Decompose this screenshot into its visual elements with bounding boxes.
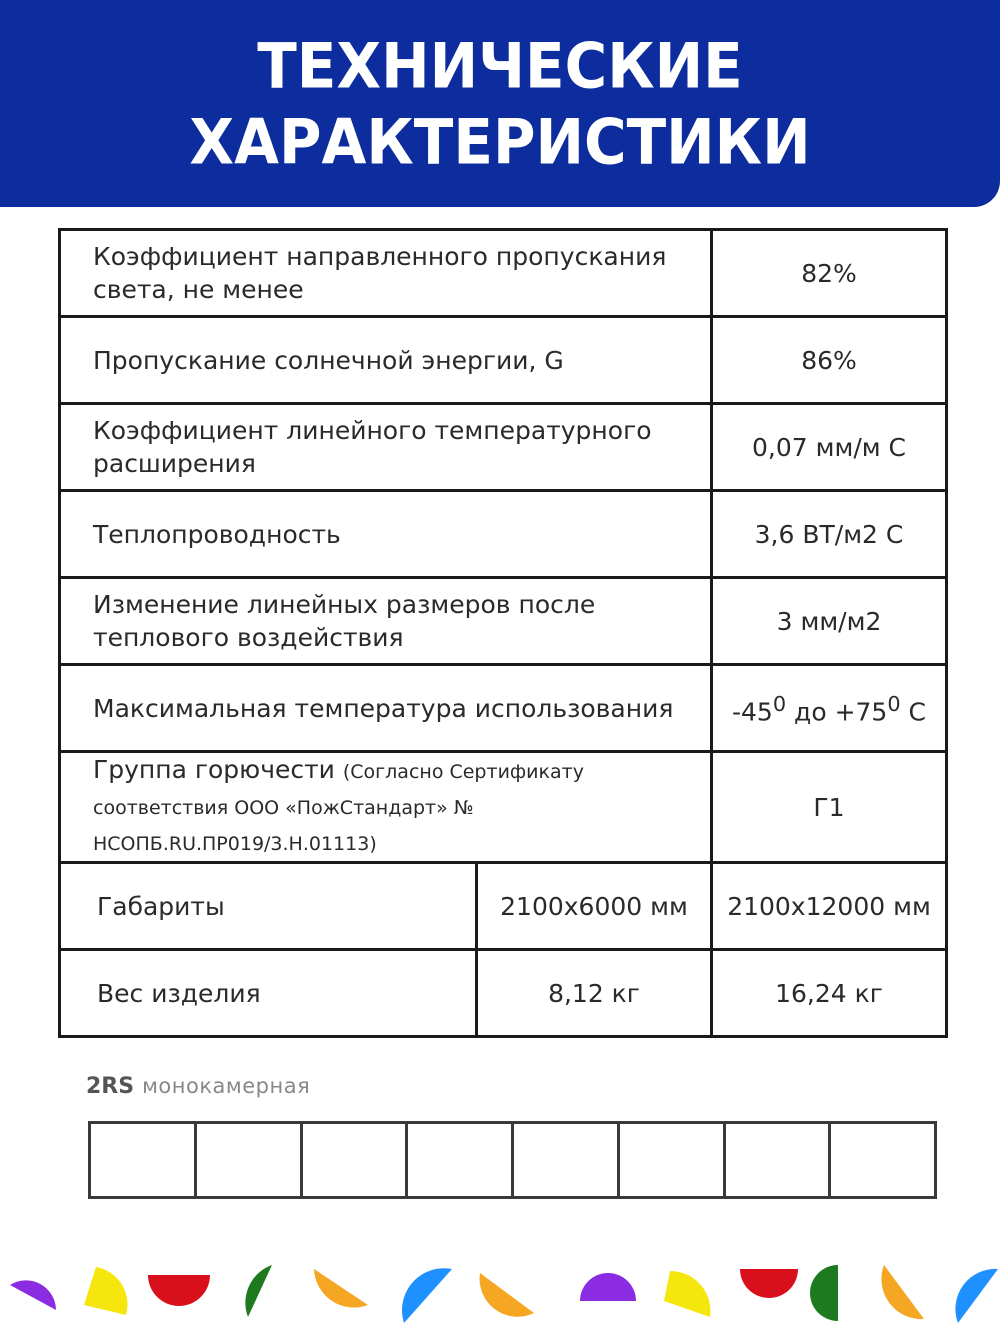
table-row	[60, 863, 947, 950]
decorative-shapes-strip	[0, 1255, 1000, 1333]
temp-end: С	[900, 697, 926, 727]
spec-value: 0,07 мм/м С	[712, 404, 947, 491]
spec-label: Вес изделия	[60, 950, 477, 1037]
spec-label: Теплопроводность	[60, 491, 712, 578]
orange-half-circle-shape	[314, 1269, 368, 1308]
yellow-half-circle-shape	[664, 1271, 710, 1317]
green-half-circle-shape	[245, 1265, 272, 1317]
purple-half-circle-shape	[10, 1280, 56, 1310]
profile-cell	[303, 1124, 409, 1196]
spec-value: 3,6 ВТ/м2 С	[712, 491, 947, 578]
green-half-circle-shape	[810, 1265, 838, 1321]
profile-cell	[408, 1124, 514, 1196]
certificate-note: (Согласно Сертификату соответствия ООО «ПожСтандарт» № НСОПБ.RU.ПР019/3.Н.01113)	[93, 761, 584, 855]
red-half-circle-shape	[148, 1275, 210, 1306]
profile-cell	[514, 1124, 620, 1196]
table-row	[60, 950, 947, 1037]
spec-label: Коэффициент направленного пропускания света, не менее	[60, 230, 712, 317]
table-row	[60, 317, 947, 404]
temp-from: -45	[731, 697, 773, 727]
profile-caption	[86, 1074, 310, 1099]
yellow-half-circle-shape	[84, 1267, 127, 1315]
spec-label	[60, 752, 712, 863]
title-line-2: ХАРАКТЕРИСТИКИ	[189, 104, 811, 179]
spec-value	[712, 665, 947, 752]
spec-value: Г1	[712, 752, 947, 863]
spec-value-12000: 2100х12000 мм	[712, 863, 947, 950]
table-row	[60, 752, 947, 863]
spec-label: Изменение линейных размеров после теплового воздействия	[60, 578, 712, 665]
table-row	[60, 230, 947, 317]
title-line-1: ТЕХНИЧЕСКИЕ	[257, 28, 743, 103]
profile-cell	[831, 1124, 934, 1196]
profile-cross-section	[88, 1121, 937, 1199]
table-row	[60, 578, 947, 665]
table-row	[60, 404, 947, 491]
temp-mid: до +75	[786, 697, 888, 727]
spec-value: 82%	[712, 230, 947, 317]
profile-cell	[620, 1124, 726, 1196]
orange-half-circle-shape	[480, 1273, 534, 1317]
spec-label: Пропускание солнечной энергии, G	[60, 317, 712, 404]
orange-half-circle-shape	[881, 1265, 924, 1319]
profile-cell	[726, 1124, 832, 1196]
profile-cell	[197, 1124, 303, 1196]
temp-to-degree: 0	[887, 691, 901, 716]
spec-value: 86%	[712, 317, 947, 404]
spec-value-12000: 16,24 кг	[712, 950, 947, 1037]
flammability-label: Группа горючести	[93, 755, 335, 784]
table-row	[60, 491, 947, 578]
blue-half-circle-shape	[402, 1268, 452, 1323]
blue-half-circle-shape	[955, 1269, 998, 1323]
spec-label: Максимальная температура использования	[60, 665, 712, 752]
profile-cell	[91, 1124, 197, 1196]
spec-value-6000: 8,12 кг	[477, 950, 712, 1037]
spec-label: Габариты	[60, 863, 477, 950]
spec-value-6000: 2100х6000 мм	[477, 863, 712, 950]
spec-value: 3 мм/м2	[712, 578, 947, 665]
spec-label: Коэффициент линейного температурного расширения	[60, 404, 712, 491]
profile-name: монокамерная	[142, 1074, 311, 1098]
temp-from-degree: 0	[772, 691, 787, 716]
specifications-table	[58, 228, 948, 1038]
title-banner	[0, 0, 1000, 207]
profile-code: 2RS	[86, 1074, 135, 1099]
purple-half-circle-shape	[580, 1273, 636, 1301]
red-half-circle-shape	[740, 1269, 798, 1298]
table-row	[60, 665, 947, 752]
